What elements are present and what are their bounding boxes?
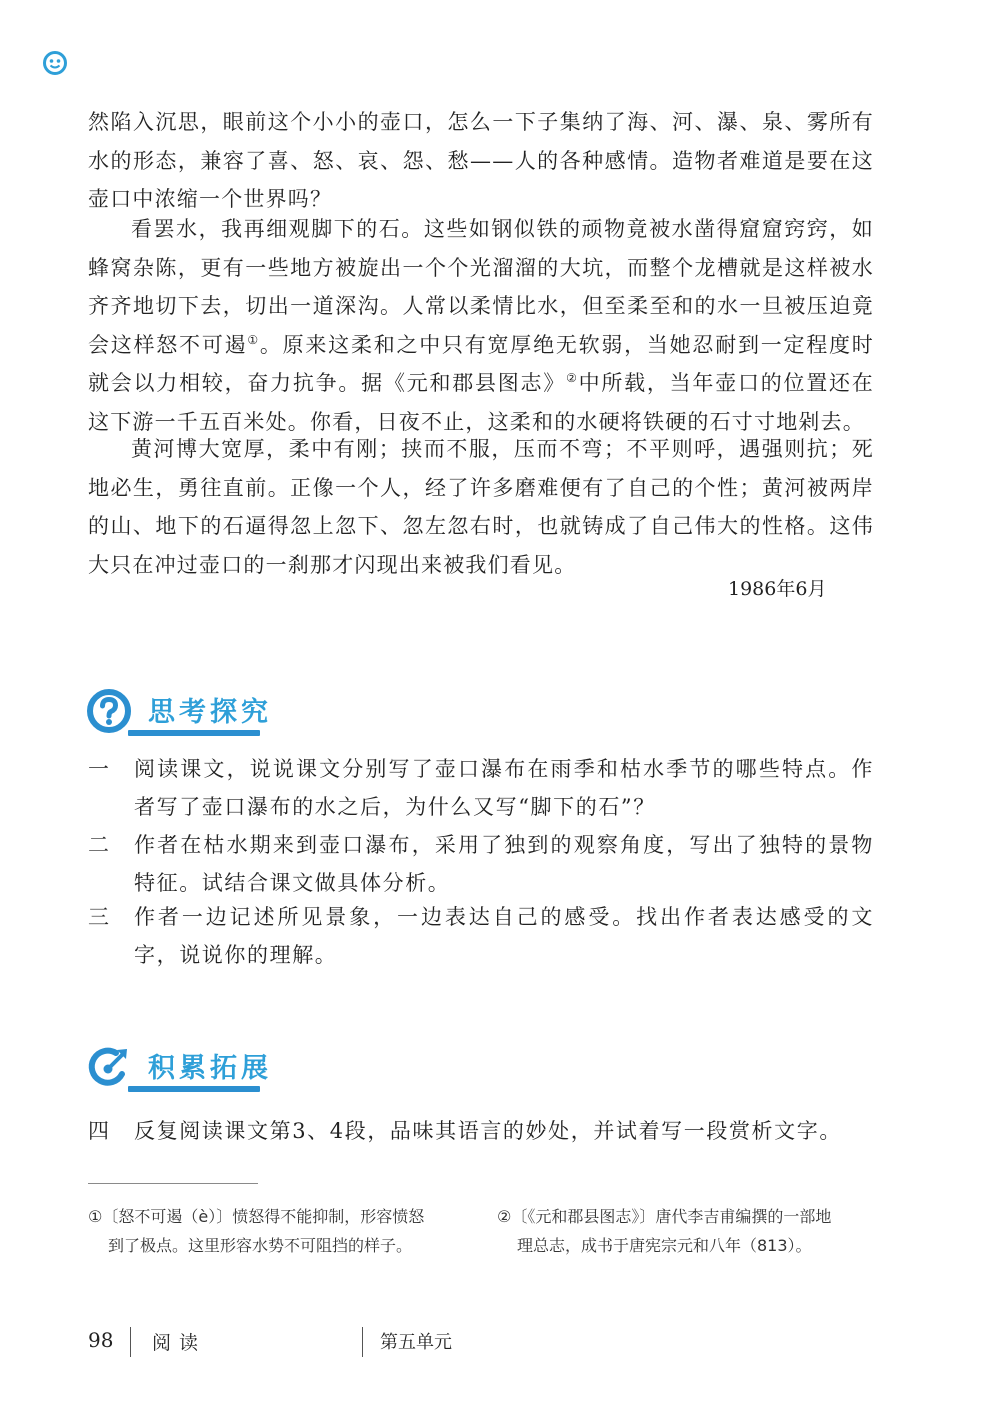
article-paragraph-2 [88, 210, 874, 441]
question-text: 阅读课文，说说课文分别写了壶口瀑布在雨季和枯水季节的哪些特点。作者写了壶口瀑布的水之后，为什么又写“脚下的石”？ [134, 757, 874, 819]
footer-section-label: 阅读 [152, 1332, 207, 1354]
article-paragraph-3: 黄河博大宽厚，柔中有刚；挟而不服，压而不弯；不平则呼，遇强则抗；死地必生，勇往直前。正像一个人，经了许多磨难便有了自己的个性；黄河被两岸的山、地下的石逼得忽上忽下、忽左忽右时，也就铸成了自己伟大的性格。这伟大只在冲过壶口的一刹那才闪现出来被我们看见。 [88, 437, 874, 577]
question-item-1 [88, 750, 878, 830]
footnote-ref-1[interactable]: ① [247, 332, 260, 347]
question-text: 反复阅读课文第3、4段，品味其语言的妙处，并试着写一段赏析文字。 [134, 1119, 842, 1143]
smiley-face-icon [42, 50, 68, 76]
footnote-mark: ① [88, 1207, 103, 1226]
footer-divider [362, 1327, 363, 1357]
question-number: 四 [88, 1119, 111, 1143]
footnote-1 [88, 1202, 468, 1260]
page-number: 98 [88, 1328, 114, 1352]
article-date: 1986年6月 [728, 578, 827, 600]
footer-unit-label: 第五单元 [380, 1332, 452, 1353]
section-header-think [86, 686, 386, 742]
section-title-think: 思考探究 [148, 697, 272, 728]
footer-divider [130, 1327, 131, 1357]
question-item-4 [88, 1112, 878, 1152]
footnote-line: 理总志，成书于唐宪宗元和八年（813）。 [517, 1236, 812, 1255]
question-number: 一 [88, 757, 111, 781]
section-underline [128, 1086, 260, 1092]
footnote-divider [88, 1183, 258, 1184]
section-title-extend: 积累拓展 [148, 1053, 272, 1084]
para2-text-a: 看罢水，我再细观脚下的石。这些如钢似铁的顽物竟被水凿得窟窟窍窍，如蜂窝杂陈，更有一些地方被旋出一个个光溜溜的大坑，而整个龙槽就是这样被水齐齐地切下去，切出一道深沟。人常以柔情比水，但至柔至和的水一旦被压迫竟会这样怒不可遏 [88, 217, 874, 357]
footnote-line: 到了极点。这里形容水势不可阻挡的样子。 [108, 1236, 413, 1255]
para2-text-b: 。原来这柔和之中只有宽厚绝无软弱，当她忍耐到一定程度时就会以力相较，奋力抗争。据《元和郡县图志》 [88, 332, 874, 395]
footnote-2 [497, 1202, 877, 1260]
footnote-line: 〔怒不可遏（è）〕愤怒得不能抑制，形容愤怒 [102, 1207, 425, 1226]
question-text: 作者在枯水期来到壶口瀑布，采用了独到的观察角度，写出了独特的景物特征。试结合课文做具体分析。 [134, 833, 874, 895]
footnote-ref-2[interactable]: ② [566, 371, 579, 385]
question-mark-icon [86, 688, 132, 734]
footnote-mark: ② [497, 1207, 512, 1226]
question-item-2 [88, 826, 878, 906]
circular-arrow-icon [86, 1044, 132, 1090]
section-header-extend [86, 1042, 386, 1098]
article-paragraph-1: 然陷入沉思，眼前这个小小的壶口，怎么一下子集纳了海、河、瀑、泉、雾所有水的形态，兼容了喜、怒、哀、怨、愁——人的各种感情。造物者难道是要在这壶口中浓缩一个世界吗？ [88, 110, 874, 211]
section-underline [128, 730, 260, 736]
question-number: 二 [88, 833, 111, 857]
question-text: 作者一边记述所见景象，一边表达自己的感受。找出作者表达感受的文字，说说你的理解。 [134, 905, 874, 967]
para2-text-c: 中所载，当年壶口的位置还在这下游一千五百米处。你看，日夜不止，这柔和的水硬将铁硬的石寸寸地剁去。 [88, 371, 874, 434]
question-number: 三 [88, 905, 111, 929]
question-item-3 [88, 898, 878, 978]
footnote-line: 〔《元和郡县图志》〕唐代李吉甫编撰的一部地 [511, 1207, 832, 1226]
